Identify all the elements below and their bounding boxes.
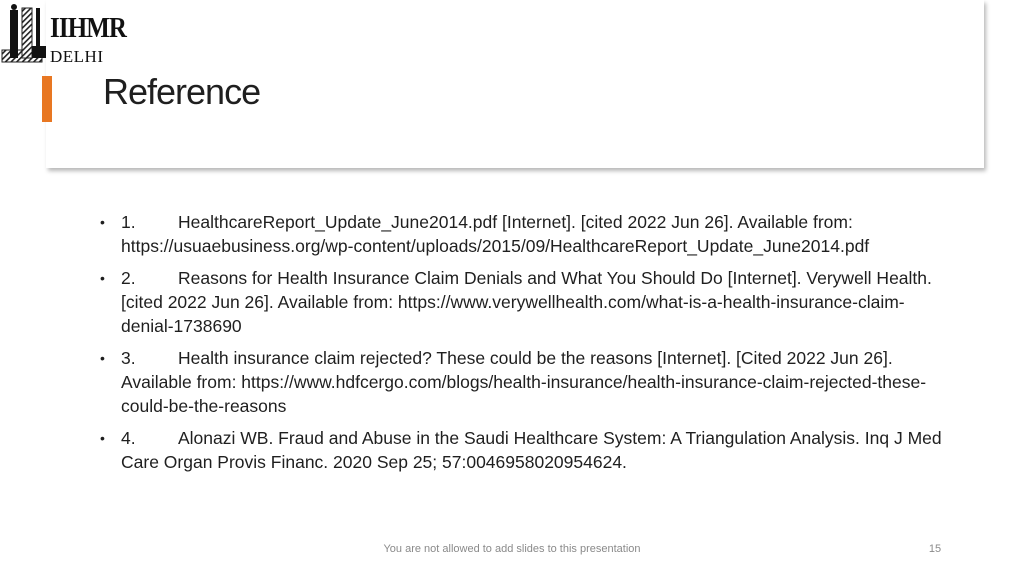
logo-location: DELHI — [50, 47, 104, 66]
reference-number: 4. — [121, 428, 136, 448]
page-number: 15 — [928, 543, 942, 555]
reference-item — [100, 210, 950, 258]
reference-list — [100, 210, 950, 482]
reference-item — [100, 266, 950, 338]
reference-text: Reasons for Health Insurance Claim Denials and What You Should Do [Internet]. Verywell Health. [cited 2022 Jun 26]. Available from: https://www.verywellhealth.com/what-is-a-health-insurance-claim-denial-1738690 — [121, 268, 932, 336]
bullet-icon: • — [100, 430, 105, 446]
logo-wordmark: IIHMR — [50, 12, 127, 44]
bullet-icon: • — [100, 350, 105, 366]
reference-number: 1. — [121, 212, 136, 232]
reference-number: 2. — [121, 268, 136, 288]
orange-accent-bar — [42, 76, 52, 122]
footer-note: You are not allowed to add slides to this presentation — [383, 543, 641, 555]
reference-item — [100, 426, 950, 474]
reference-text: Health insurance claim rejected? These could be the reasons [Internet]. [Cited 2022 Jun 26]. Available from: https://www.hdfcergo.com/blogs/health-insurance/health-insurance-claim-rejected-these-could-be-the-reasons — [121, 348, 927, 416]
iihmr-logo — [0, 4, 127, 66]
bullet-icon: • — [100, 214, 105, 230]
reference-number: 3. — [121, 348, 136, 368]
page-title: Reference — [103, 71, 261, 112]
reference-text: HealthcareReport_Update_June2014.pdf [Internet]. [cited 2022 Jun 26]. Available from: https://usuaebusiness.org/wp-content/uploads/2015/09/HealthcareReport_Update_June2014.pdf — [121, 212, 870, 256]
reference-text: Alonazi WB. Fraud and Abuse in the Saudi Healthcare System: A Triangulation Analysis. Inq J Med Care Organ Provis Financ. 2020 Sep 25; 57:0046958020954624. — [121, 428, 942, 472]
reference-item — [100, 346, 950, 418]
bullet-icon: • — [100, 270, 105, 286]
